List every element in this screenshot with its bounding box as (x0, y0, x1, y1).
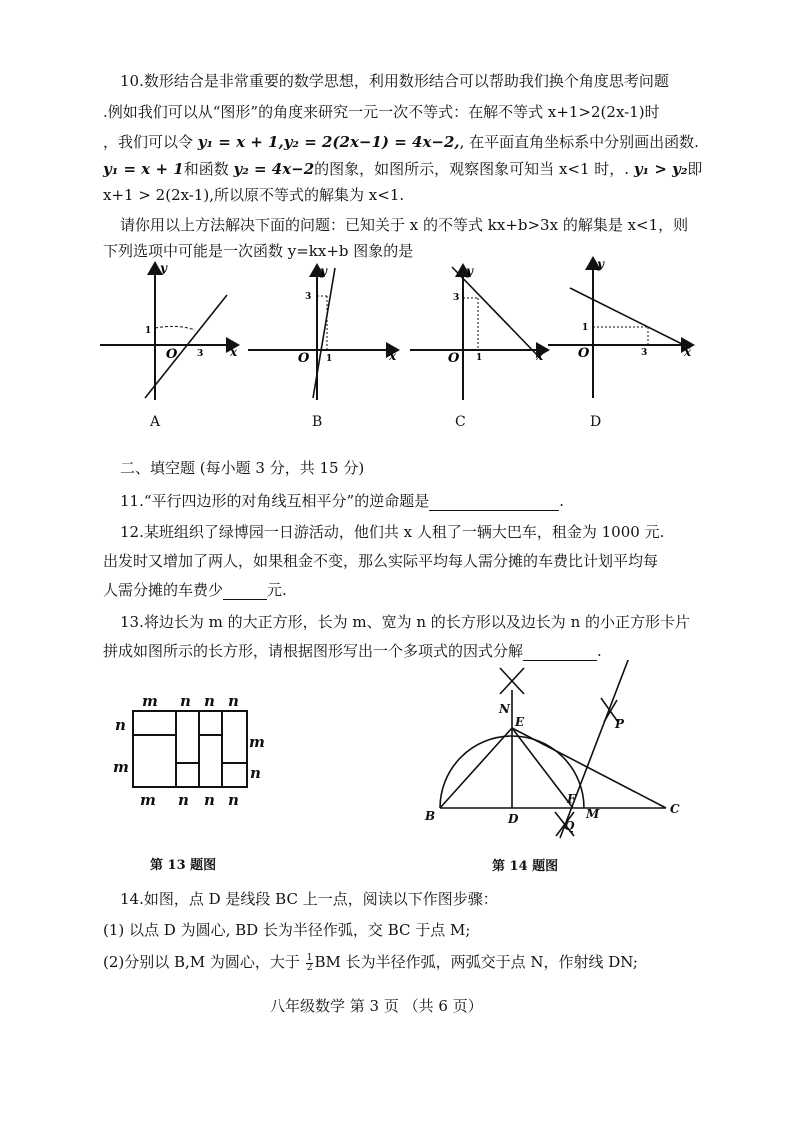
q13-left-label-2: m (113, 758, 129, 776)
q13-line2-end: . (597, 642, 602, 660)
q13-top-label-1: m (142, 692, 158, 710)
q13-top-label-2: n (180, 692, 191, 710)
graph-c-tick-1: 1 (476, 353, 483, 363)
graph-d-x-label: x (684, 345, 692, 359)
graph-b-tick-3: 3 (305, 292, 312, 302)
graph-d-y-label: y (597, 257, 604, 271)
graph-c-y-label: y (466, 264, 473, 278)
q12-line2: 出发时又增加了两人，如果租金不变，那么实际平均每人需分摊的车费比计划平均每 (103, 552, 659, 570)
option-b-label: B (312, 414, 323, 430)
q10-line4-formula1: y₁ = x + 1 (103, 160, 184, 178)
graph-a-x-label: x (230, 345, 238, 359)
q14-line3-text1: (2)分别以 B,M 为圆心，大于 (103, 953, 305, 971)
q12-line3-text: 人需分摊的车费少 (103, 581, 224, 599)
graph-a-origin: O (166, 347, 178, 362)
q14-segment-ef (512, 728, 573, 808)
q10-line3-prefix: ，我们可以令 (103, 133, 198, 151)
option-a-label: A (150, 414, 161, 430)
q14-segment-ec (512, 728, 666, 808)
graph-a (100, 261, 238, 400)
graph-a-tick-3: 3 (197, 349, 204, 359)
q13-bottom-label-1: m (140, 791, 156, 809)
q14-fraction-half (306, 954, 314, 973)
q14-point-d: D (508, 812, 519, 826)
q11-text: 11.“平行四边形的对角线互相平分”的逆命题是 (120, 492, 430, 510)
q14-point-n: N (499, 702, 510, 716)
option-d-label: D (590, 414, 602, 430)
graph-b-y-label: y (320, 264, 327, 278)
q11 (120, 491, 564, 511)
graph-b (248, 264, 398, 400)
q13-bottom-label-3: n (204, 791, 215, 809)
q10-line4-formula3: y₁ > y₂ (633, 160, 688, 178)
q13-bottom-label-2: n (178, 791, 189, 809)
graph-a-line (145, 295, 227, 398)
q14-fraction-numerator: 1 (306, 952, 313, 963)
graph-b-origin: O (298, 351, 310, 366)
q13-right-label-2: n (250, 764, 261, 782)
graph-a-tick-1: 1 (145, 326, 152, 336)
q12-answer-blank[interactable] (223, 583, 267, 600)
graph-b-x-label: x (389, 349, 397, 363)
q13-outer-rectangle (133, 711, 247, 787)
q12-line1: 12.某班组织了绿博园一日游活动，他们共 x 人租了一辆大巴车，租金为 1000 元. (120, 523, 665, 541)
graph-c-origin: O (448, 351, 460, 366)
q10-line3-formula: y₁ = x + 1,y₂ = 2(2x−1) = 4x−2, (197, 133, 460, 151)
q11-end: . (559, 492, 564, 510)
q14-point-e: E (515, 715, 525, 729)
q13-answer-blank[interactable] (523, 644, 597, 661)
q14-point-b: B (425, 809, 436, 823)
q10-line1: 10.数形结合是非常重要的数学思想，利用数形结合可以帮助我们换个角度思考问题 (120, 72, 669, 90)
q10-line4-text2: 的图象，如图所示，观察图象可知当 x<1 时，. (314, 160, 634, 178)
q13-bottom-label-4: n (228, 791, 239, 809)
q14-line3 (103, 952, 638, 973)
q14-point-c: C (670, 802, 680, 816)
q13-line2 (103, 641, 602, 661)
page-footer: 八年级数学 第 3 页 （共 6 页） (270, 997, 483, 1015)
q10-line2: .例如我们可以从“图形”的角度来研究一元一次不等式：在解不等式 x+1>2(2x-1)时 (103, 103, 660, 121)
q10-line7: 下列选项中可能是一次函数 y=kx+b 图象的是 (103, 242, 414, 260)
q10-line4-formula2: y₂ = 4x−2 (233, 160, 315, 178)
graph-b-tick-1: 1 (326, 354, 333, 364)
graph-a-y-label: y (160, 261, 167, 275)
q13-top-label-4: n (228, 692, 239, 710)
q14-fraction-denominator: 2 (306, 962, 313, 973)
q12-line3-end: 元. (267, 581, 287, 599)
graph-d-tick-3: 3 (641, 348, 648, 358)
graph-c-x-label: x (536, 349, 544, 363)
q12-line3 (103, 580, 287, 600)
q14-line3-text2: BM 长为半径作弧，两弧交于点 N，作射线 DN; (314, 953, 638, 971)
q10-line4-text3: 即 (687, 160, 703, 178)
q13-figure (108, 690, 278, 815)
q14-point-p: P (615, 717, 625, 731)
q14-caption: 第 14 题图 (492, 859, 559, 874)
graph-d-tick-1: 1 (582, 323, 589, 333)
graph-d (548, 257, 693, 398)
q14-line2: (1) 以点 D 为圆心, BD 长为半径作弧，交 BC 于点 M; (103, 921, 471, 939)
q13-right-label-1: m (249, 733, 265, 751)
graph-a-dashed (155, 326, 195, 330)
q10-line6: 请你用以上方法解决下面的问题：已知关于 x 的不等式 kx+b>3x 的解集是 x<1，则 (120, 216, 689, 234)
q11-answer-blank[interactable] (429, 494, 559, 511)
q10-option-graphs (0, 0, 793, 440)
graph-d-line (570, 288, 690, 348)
q14-point-m: M (586, 807, 600, 821)
graph-d-origin: O (578, 346, 590, 361)
option-c-label: C (455, 414, 466, 430)
section-2-heading: 二、填空题 (每小题 3 分，共 15 分) (120, 459, 365, 477)
graph-c (410, 264, 548, 400)
q14-figure (420, 660, 710, 840)
q13-caption: 第 13 题图 (150, 858, 217, 873)
q14-line1: 14.如图，点 D 是线段 BC 上一点，阅读以下作图步骤： (120, 890, 498, 908)
q14-segment-be (440, 728, 512, 808)
q10-line4-text1: 和函数 (183, 160, 234, 178)
graph-c-line (452, 267, 540, 358)
q14-point-q: Q (564, 819, 575, 833)
q14-point-f: F (567, 792, 576, 806)
q13-line1: 13.将边长为 m 的大正方形，长为 m、宽为 n 的长方形以及边长为 n 的小正方形卡片 (120, 613, 691, 631)
q10-line3-suffix: , 在平面直角坐标系中分别画出函数. (459, 133, 699, 151)
graph-c-tick-3: 3 (453, 293, 460, 303)
q13-top-label-3: n (204, 692, 215, 710)
q13-line2-text: 拼成如图所示的长方形，请根据图形写出一个多项式的因式分解 (103, 642, 524, 660)
q13-left-label-1: n (115, 716, 126, 734)
q10-line5: x+1 > 2(2x-1),所以原不等式的解集为 x<1. (103, 186, 405, 204)
